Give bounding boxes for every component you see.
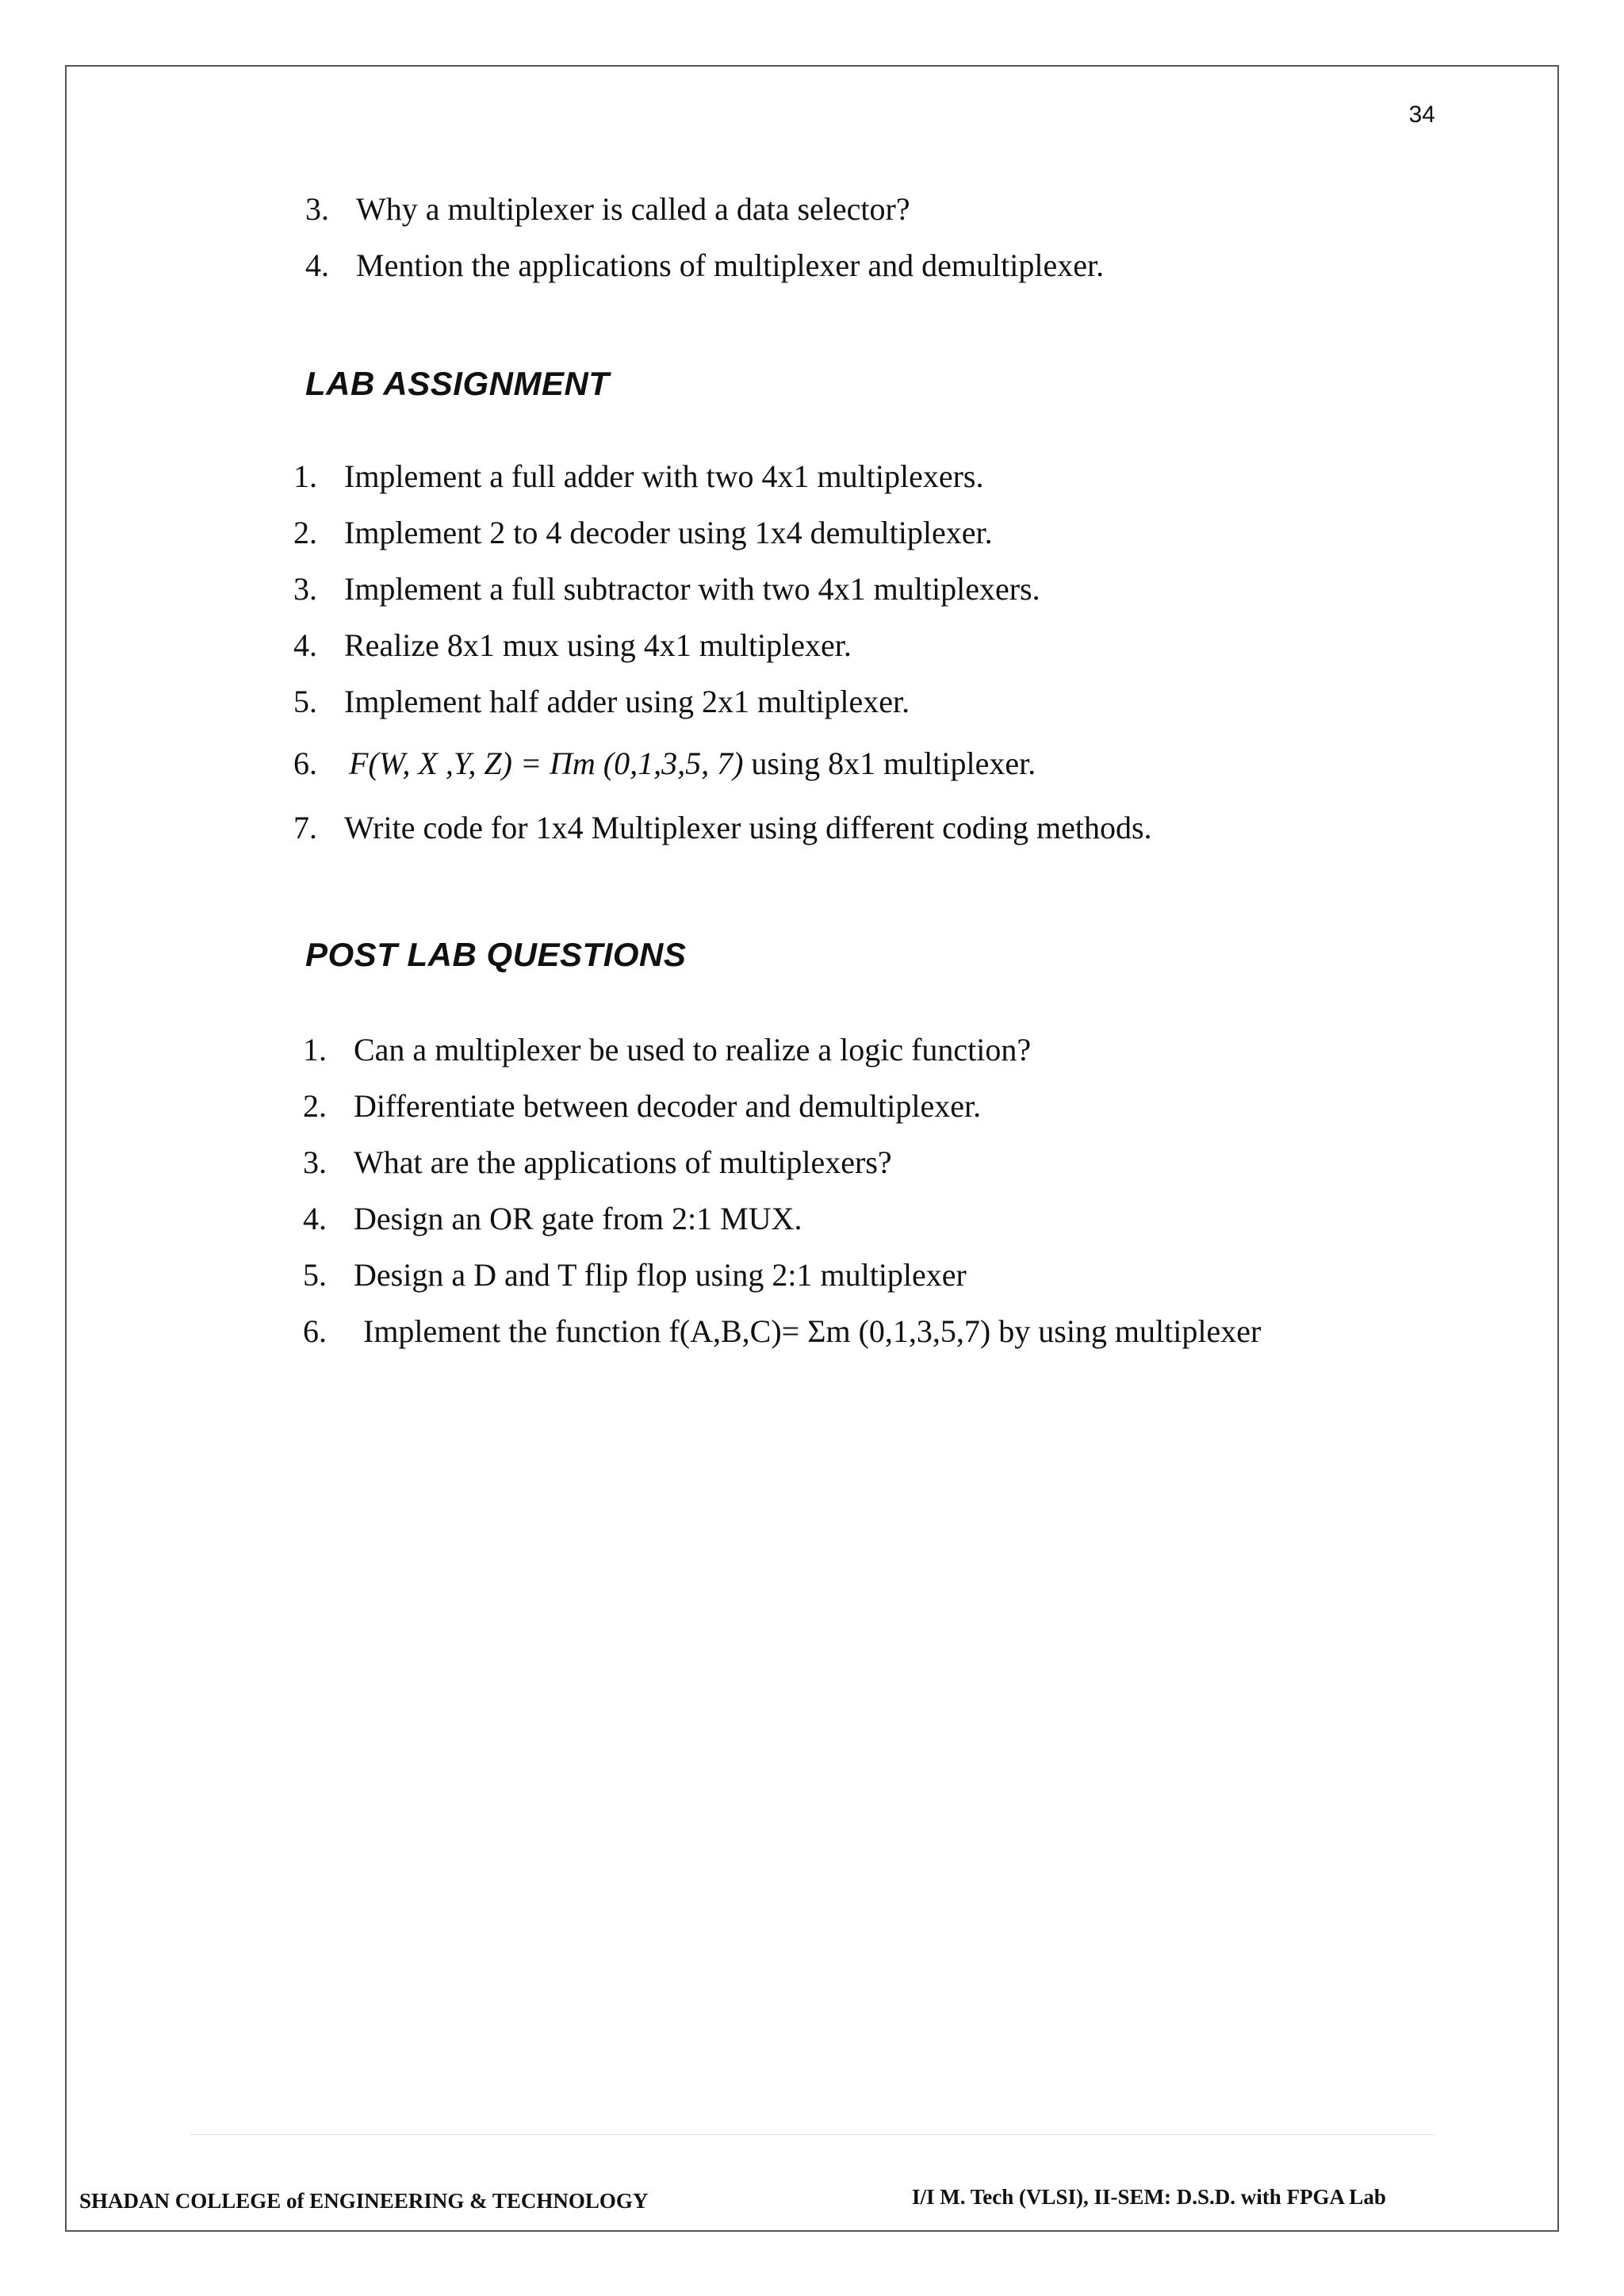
- list-item: [293, 570, 1040, 608]
- list-item: [293, 514, 993, 552]
- item-number: 4.: [303, 1201, 327, 1236]
- list-item: [303, 1087, 981, 1125]
- item-text: using 8x1 multiplexer.: [751, 746, 1036, 781]
- item-text: Realize 8x1 mux using 4x1 multiplexer.: [344, 627, 852, 663]
- item-text: Design a D and T flip flop using 2:1 multiplexer: [354, 1257, 967, 1293]
- item-text: What are the applications of multiplexers?: [354, 1144, 892, 1180]
- lab-assignment-heading: LAB ASSIGNMENT: [305, 365, 610, 402]
- footer-course-info: I/I M. Tech (VLSI), II-SEM: D.S.D. with FPGA Lab: [912, 2185, 1386, 2209]
- item-number: 7.: [293, 810, 317, 845]
- page-number: 34: [1408, 102, 1435, 128]
- list-item: [293, 458, 983, 496]
- post-lab-questions-heading: POST LAB QUESTIONS: [305, 936, 687, 973]
- footer-college-name: SHADAN COLLEGE of ENGINEERING & TECHNOLOGY: [79, 2189, 649, 2213]
- item-number: 4.: [293, 627, 317, 663]
- list-item: [293, 745, 1036, 783]
- item-text: Why a multiplexer is called a data selector?: [356, 191, 910, 227]
- list-item: [305, 190, 910, 228]
- item-text: Implement half adder using 2x1 multiplexer.: [344, 684, 910, 719]
- item-text: Can a multiplexer be used to realize a logic function?: [354, 1032, 1032, 1068]
- item-text: Design an OR gate from 2:1 MUX.: [354, 1201, 802, 1236]
- item-text: Implement 2 to 4 decoder using 1x4 demultiplexer.: [344, 515, 993, 550]
- item-text: Implement a full adder with two 4x1 multiplexers.: [344, 458, 984, 494]
- list-item: [293, 683, 910, 721]
- item-number: 3.: [293, 571, 317, 607]
- list-item: [303, 1200, 802, 1238]
- item-number: 4.: [305, 247, 329, 283]
- list-item: [303, 1256, 967, 1294]
- item-number: 1.: [293, 458, 317, 494]
- item-text: Mention the applications of multiplexer and demultiplexer.: [356, 247, 1105, 283]
- item-text: Implement a full subtractor with two 4x1 multiplexers.: [344, 571, 1040, 607]
- list-item: [305, 247, 1104, 285]
- item-number: 2.: [293, 515, 317, 550]
- item-number: 1.: [303, 1032, 327, 1068]
- list-item: [303, 1144, 892, 1182]
- item-number: 3.: [303, 1144, 327, 1180]
- item-number: 5.: [303, 1257, 327, 1293]
- list-item: [303, 1313, 1261, 1351]
- list-item: [303, 1031, 1031, 1069]
- item-text: Implement the function f(A,B,C)= Σm (0,1,3,5,7) by using multiplexer: [363, 1313, 1262, 1349]
- function-formula: F(W, X ,Y, Z) = Πm (0,1,3,5, 7): [349, 746, 744, 781]
- item-number: 5.: [293, 684, 317, 719]
- item-number: 2.: [303, 1088, 327, 1124]
- item-number: 6.: [293, 746, 317, 781]
- list-item: [293, 809, 1152, 847]
- footer-divider: [190, 2134, 1435, 2135]
- list-item: [293, 627, 852, 665]
- item-text: Differentiate between decoder and demultiplexer.: [354, 1088, 982, 1124]
- item-number: 6.: [303, 1313, 327, 1349]
- item-number: 3.: [305, 191, 329, 227]
- item-text: Write code for 1x4 Multiplexer using different coding methods.: [344, 810, 1152, 845]
